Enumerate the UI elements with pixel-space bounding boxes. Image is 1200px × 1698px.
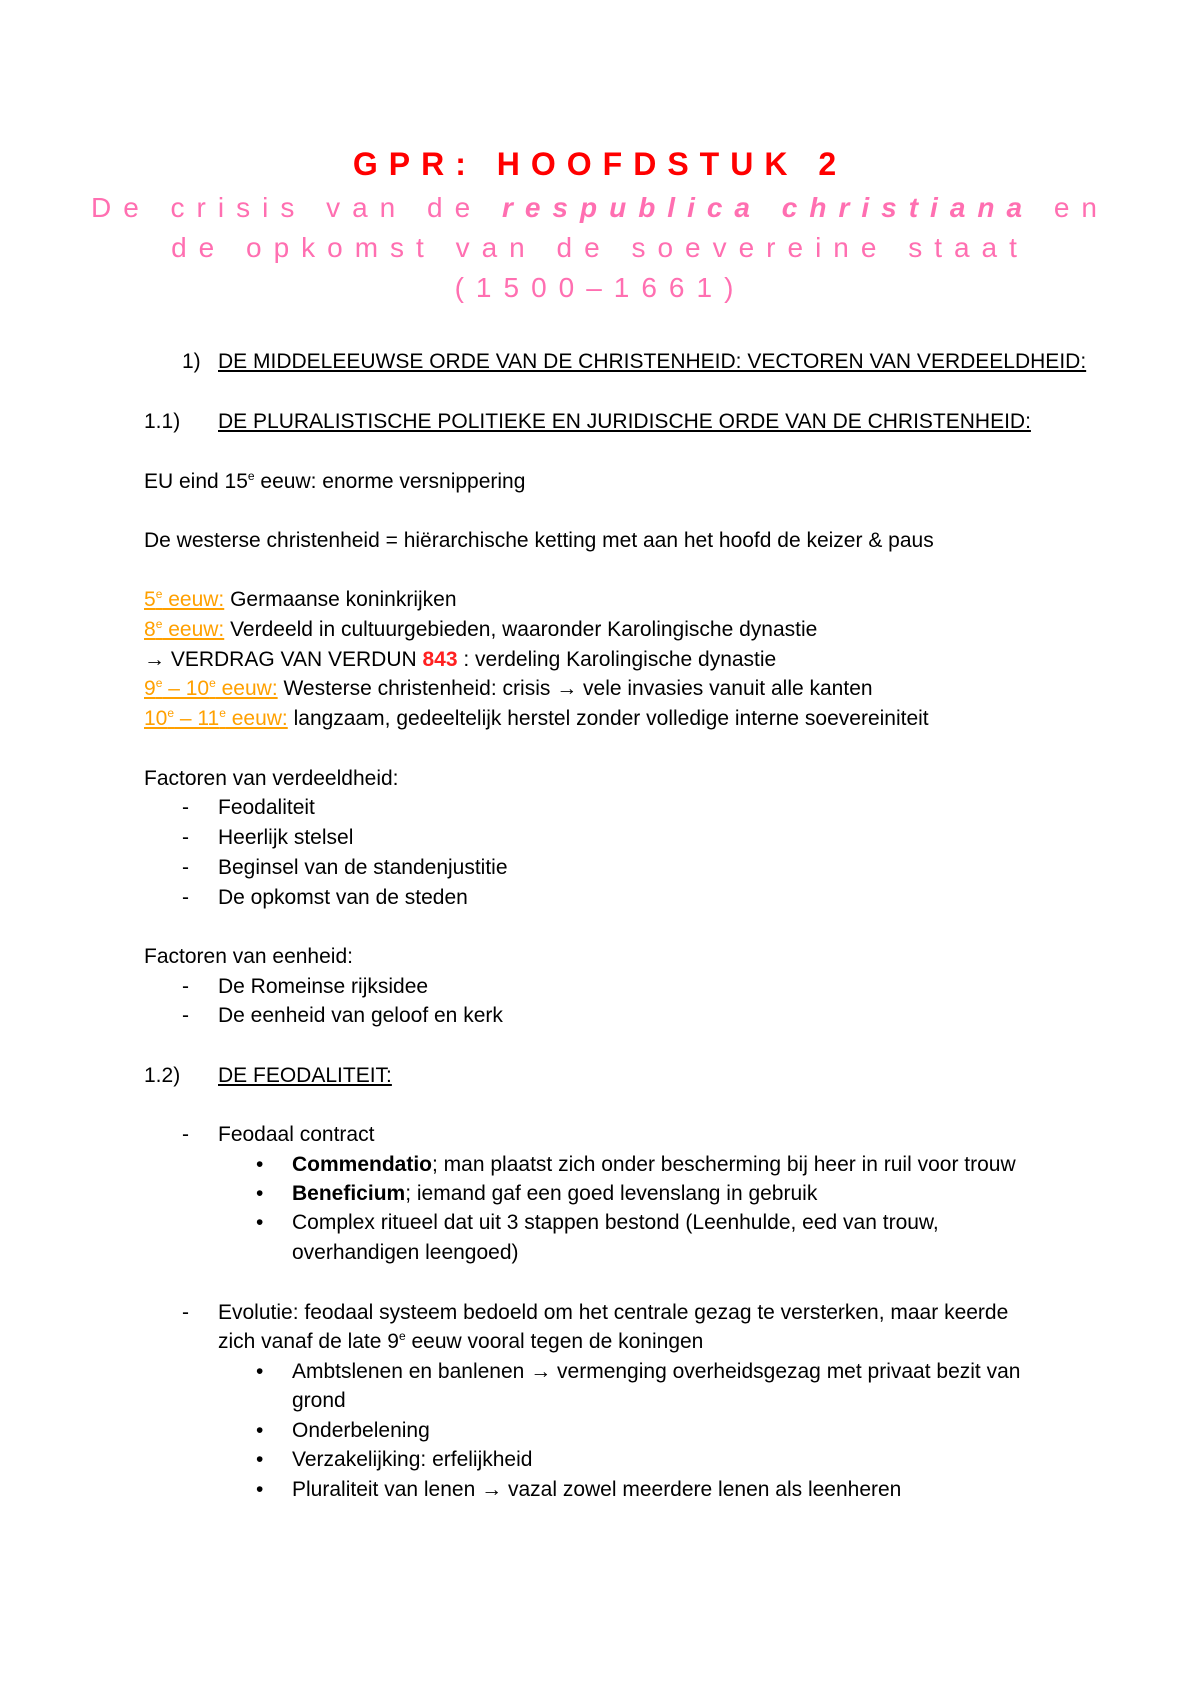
westerse-paragraph: De westerse christenheid = hiërarchische ketting met aan het hoofd de keizer & paus xyxy=(144,529,934,552)
section-1-2-number: 1.2) xyxy=(144,1064,181,1087)
pluraliteit-item: Pluraliteit van lenen → vazal zowel meerdere lenen als leenheren xyxy=(292,1478,902,1501)
list-item: De Romeinse rijksidee xyxy=(218,975,429,998)
bullet-icon: • xyxy=(256,1448,264,1471)
dash-icon: - xyxy=(182,1004,189,1027)
subtitle-line-2: de opkomst van de soevereine staat xyxy=(171,232,1029,263)
ambtslenen-item-line-2: grond xyxy=(292,1389,346,1412)
list-item: De opkomst van de steden xyxy=(218,886,468,909)
dash-icon: - xyxy=(182,1123,189,1146)
bullet-icon: • xyxy=(256,1153,264,1176)
section-1-1-number: 1.1) xyxy=(144,410,181,433)
arrow-icon: → xyxy=(481,1478,503,1501)
timeline-8e-eeuw: 8e eeuw: Verdeeld in cultuurgebieden, waaronder Karolingische dynastie xyxy=(144,617,818,641)
timeline-10e-11e-eeuw: 10e – 11e eeuw: langzaam, gedeeltelijk herstel zonder volledige interne soevereiniteit xyxy=(144,706,929,730)
section-1-1-heading: DE PLURALISTISCHE POLITIEKE EN JURIDISCHE ORDE VAN DE CHRISTENHEID: xyxy=(218,410,1031,433)
document-title: GPR: HOOFDSTUK 2 xyxy=(352,146,848,182)
dash-icon: - xyxy=(182,975,189,998)
subtitle-line-1: De crisis van de respublica christiana en xyxy=(90,192,1109,223)
eenheid-heading: Factoren van eenheid: xyxy=(144,945,353,968)
arrow-icon: → xyxy=(556,677,578,700)
timeline-verdun: → VERDRAG VAN VERDUN 843 : verdeling Karolingische dynastie xyxy=(144,648,777,671)
onderbelening-item: Onderbelening xyxy=(292,1419,430,1442)
list-item: Feodaliteit xyxy=(218,796,315,819)
bullet-icon: • xyxy=(256,1182,264,1205)
dash-icon: - xyxy=(182,856,189,879)
section-1-heading: DE MIDDELEEUWSE ORDE VAN DE CHRISTENHEID: VECTOREN VAN VERDEELDHEID: xyxy=(218,350,1087,373)
section-1-2-heading: DE FEODALITEIT: xyxy=(218,1064,392,1087)
dash-icon: - xyxy=(182,1301,189,1324)
ritueel-item-line-1: Complex ritueel dat uit 3 stappen bestond (Leenhulde, eed van trouw, xyxy=(292,1211,939,1234)
beneficium-item: Beneficium; iemand gaf een goed levenslang in gebruik xyxy=(292,1182,818,1205)
list-item: Heerlijk stelsel xyxy=(218,826,354,849)
verzakelijking-item: Verzakelijking: erfelijkheid xyxy=(292,1448,533,1471)
timeline-9e-10e-eeuw: 9e – 10e eeuw: Westerse christenheid: crisis → vele invasies vanuit alle kanten xyxy=(144,676,873,700)
bullet-icon: • xyxy=(256,1419,264,1442)
ritueel-item-line-2: overhandigen leengoed) xyxy=(292,1241,519,1264)
ambtslenen-item: Ambtslenen en banlenen → vermenging overheidsgezag met privaat bezit van xyxy=(292,1360,1021,1383)
feodaal-contract-heading: Feodaal contract xyxy=(218,1123,375,1146)
dash-icon: - xyxy=(182,886,189,909)
eu-paragraph: EU eind 15e eeuw: enorme versnippering xyxy=(144,469,526,493)
list-item: De eenheid van geloof en kerk xyxy=(218,1004,503,1027)
list-item: Beginsel van de standenjustitie xyxy=(218,856,508,879)
subtitle-line-3: (1500–1661) xyxy=(454,272,746,303)
bullet-icon: • xyxy=(256,1478,264,1501)
evolutie-line-1: Evolutie: feodaal systeem bedoeld om het centrale gezag te versterken, maar keerde xyxy=(218,1301,1009,1324)
arrow-icon: → xyxy=(530,1360,552,1383)
evolutie-line-2: zich vanaf de late 9e eeuw vooral tegen de koningen xyxy=(218,1329,704,1353)
section-1-number: 1) xyxy=(182,350,201,373)
commendatio-item: Commendatio; man plaatst zich onder bescherming bij heer in ruil voor trouw xyxy=(292,1153,1016,1176)
verdeeldheid-heading: Factoren van verdeeldheid: xyxy=(144,767,399,790)
bullet-icon: • xyxy=(256,1211,264,1234)
arrow-icon: → xyxy=(144,648,165,671)
dash-icon: - xyxy=(182,826,189,849)
timeline-5e-eeuw: 5e eeuw: Germaanse koninkrijken xyxy=(144,587,457,611)
bullet-icon: • xyxy=(256,1360,264,1383)
dash-icon: - xyxy=(182,796,189,819)
